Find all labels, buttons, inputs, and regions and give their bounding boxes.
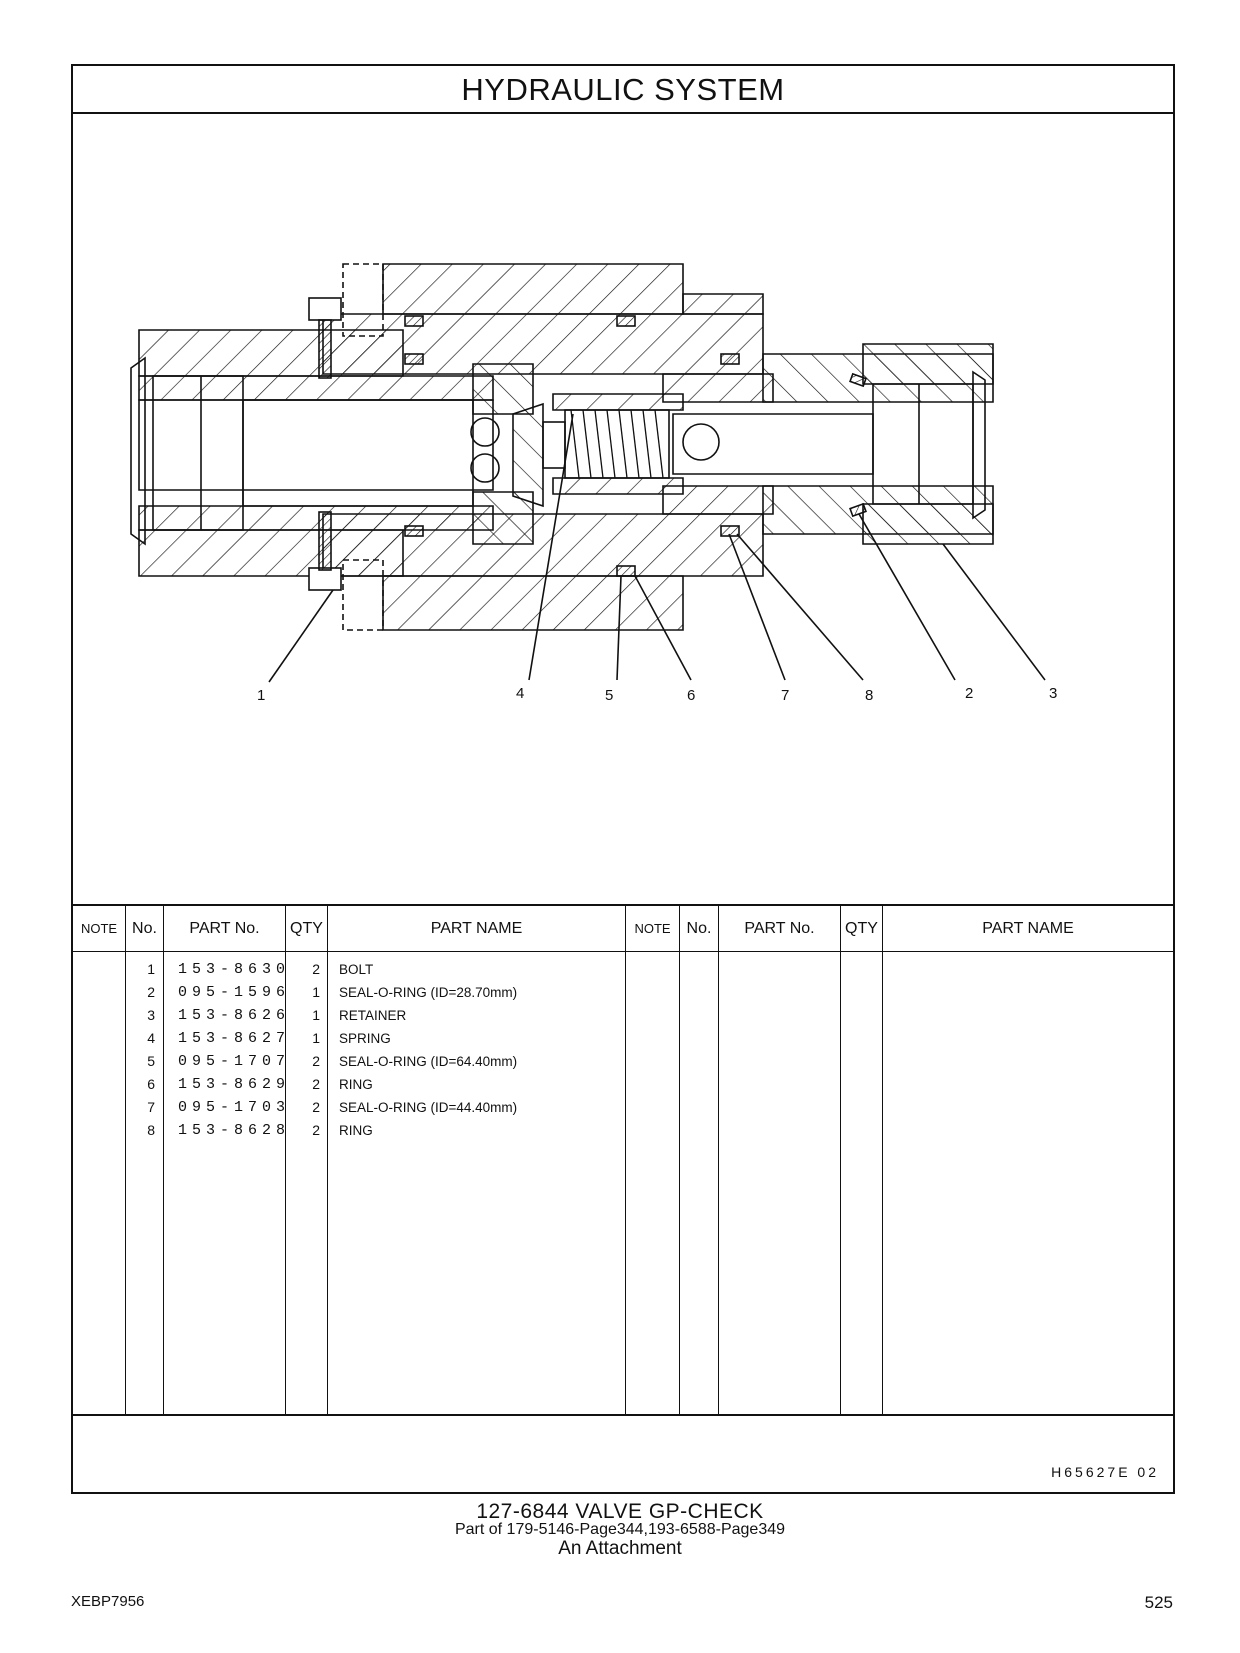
parts-row-1-name: BOLT <box>339 962 374 977</box>
parts-row-7-part-no: 095-1703 <box>178 1099 291 1116</box>
parts-row-5-no: 5 <box>147 1053 155 1069</box>
no-column-left <box>126 906 164 1414</box>
parts-row-8-no: 8 <box>147 1122 155 1138</box>
parts-row-6-part-no: 153-8629 <box>178 1076 291 1093</box>
part-no-header-right: PART No. <box>719 906 840 952</box>
parts-row-4-name: SPRING <box>339 1031 391 1046</box>
parts-row-7-qty: 2 <box>312 1099 320 1115</box>
assembly-reference: Part of 179-5146-Page344,193-6588-Page349 <box>454 1521 786 1538</box>
parts-row-4-no: 4 <box>147 1030 155 1046</box>
parts-row-2-no: 2 <box>147 984 155 1000</box>
exploded-section-drawing <box>73 114 1173 906</box>
assembly-note: An Attachment <box>558 1538 682 1559</box>
parts-row-6-qty: 2 <box>312 1076 320 1092</box>
callout-1: 1 <box>257 687 266 704</box>
no-column-right <box>680 906 719 1414</box>
part-name-column-left <box>328 906 626 1414</box>
parts-row-8-qty: 2 <box>312 1122 320 1138</box>
parts-row-3-name: RETAINER <box>339 1008 407 1023</box>
parts-row-8-name: RING <box>339 1123 373 1138</box>
part-no-column-left <box>164 906 291 1414</box>
qty-header-right: QTY <box>841 906 882 952</box>
callout-2: 2 <box>965 685 974 702</box>
callout-4: 4 <box>516 685 525 702</box>
parts-list-table <box>73 904 1173 1416</box>
part-name-column-right <box>883 906 1173 1414</box>
valve-cross-section <box>73 114 1173 906</box>
no-header: No. <box>126 906 163 952</box>
note-column-right <box>626 906 680 1414</box>
callout-3: 3 <box>1049 685 1058 702</box>
parts-row-5-part-no: 095-1707 <box>178 1053 291 1070</box>
parts-row-6-no: 6 <box>147 1076 155 1092</box>
note-header: NOTE <box>73 906 125 952</box>
parts-row-1-part-no: 153-8630 <box>178 961 291 978</box>
part-no-column-right <box>719 906 841 1414</box>
callout-7: 7 <box>781 687 790 704</box>
part-name-header-right: PART NAME <box>883 906 1173 952</box>
callout-labels <box>257 685 1057 704</box>
parts-row-4-qty: 1 <box>312 1030 320 1046</box>
parts-row-5-qty: 2 <box>312 1053 320 1069</box>
parts-row-7-name: SEAL-O-RING (ID=44.40mm) <box>339 1100 518 1115</box>
part-name-header: PART NAME <box>328 906 625 952</box>
note-header-right: NOTE <box>626 906 679 952</box>
parts-row-5-name: SEAL-O-RING (ID=64.40mm) <box>339 1054 518 1069</box>
parts-row-7-no: 7 <box>147 1099 155 1115</box>
page-title: HYDRAULIC SYSTEM <box>73 66 1173 114</box>
parts-row-3-qty: 1 <box>312 1007 320 1023</box>
qty-column-left <box>286 906 328 1414</box>
note-column-left <box>73 906 126 1414</box>
parts-row-1-no: 1 <box>147 961 155 977</box>
page-number: 525 <box>1144 1593 1173 1612</box>
qty-header: QTY <box>286 906 327 952</box>
qty-column-right <box>841 906 883 1414</box>
parts-row-6-name: RING <box>339 1077 373 1092</box>
callout-6: 6 <box>687 687 696 704</box>
parts-row-1-qty: 2 <box>312 961 320 977</box>
parts-page-frame <box>71 64 1175 1494</box>
parts-row-8-part-no: 153-8628 <box>178 1122 291 1139</box>
parts-row-3-part-no: 153-8626 <box>178 1007 291 1024</box>
callout-8: 8 <box>865 687 874 704</box>
no-header-right: No. <box>680 906 718 952</box>
document-id: XEBP7956 <box>71 1593 145 1610</box>
assembly-title: 127-6844 VALVE GP-CHECK <box>476 1500 764 1523</box>
part-no-header: PART No. <box>164 906 285 952</box>
drawing-code: H65627E 02 <box>1051 1464 1159 1480</box>
parts-row-2-part-no: 095-1596 <box>178 984 291 1001</box>
parts-row-2-qty: 1 <box>312 984 320 1000</box>
parts-row-3-no: 3 <box>147 1007 155 1023</box>
callout-5: 5 <box>605 687 614 704</box>
parts-row-4-part-no: 153-8627 <box>178 1030 291 1047</box>
parts-row-2-name: SEAL-O-RING (ID=28.70mm) <box>339 985 518 1000</box>
